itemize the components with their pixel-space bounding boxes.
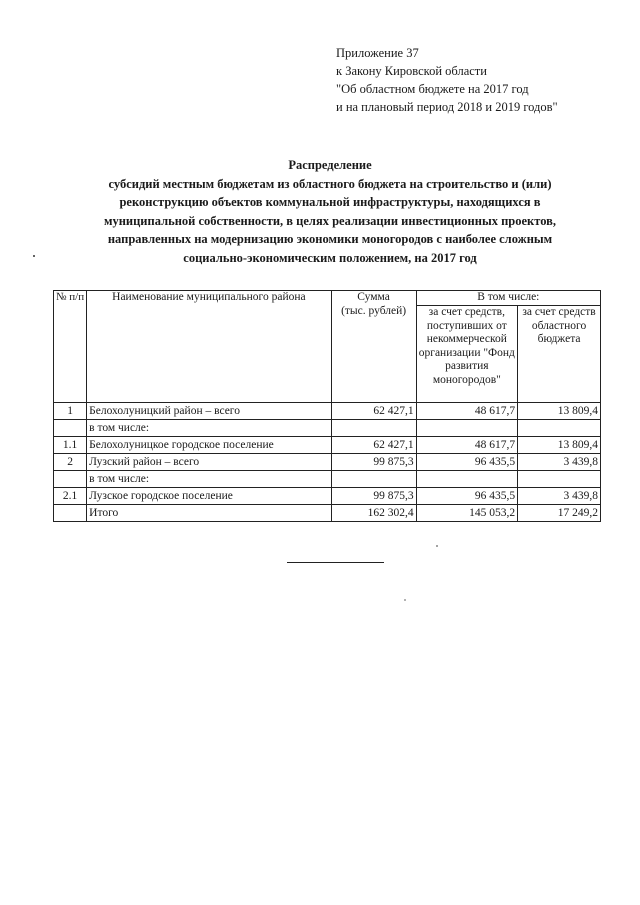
row-name: в том числе:	[87, 471, 331, 488]
table-row	[54, 403, 601, 420]
row-regional: 3 439,8	[518, 488, 601, 505]
table-row-total	[54, 505, 601, 522]
row-fund	[416, 420, 518, 437]
row-regional: 17 249,2	[518, 505, 601, 522]
header-sum-label: Сумма	[357, 291, 390, 303]
row-name: в том числе:	[87, 420, 331, 437]
row-sum: 162 302,4	[331, 505, 416, 522]
row-fund	[416, 471, 518, 488]
header-regional: за счет средств областного бюджета	[518, 306, 601, 403]
scan-speck	[404, 599, 406, 601]
table-row	[54, 488, 601, 505]
scan-speck	[436, 545, 438, 547]
row-num: 2.1	[54, 488, 87, 505]
row-name: Лузское городское поселение	[87, 488, 331, 505]
table-row	[54, 420, 601, 437]
title-line-1: Распределение	[288, 158, 372, 172]
row-name: Итого	[87, 505, 331, 522]
appendix-law-period: и на плановый период 2018 и 2019 годов"	[336, 100, 558, 114]
title-line-5: направленных на модернизацию экономики моногородов с наиболее сложным	[107, 232, 553, 246]
row-regional: 3 439,8	[518, 454, 601, 471]
closing-divider	[287, 562, 384, 563]
header-including: В том числе:	[416, 291, 600, 306]
table-row	[54, 454, 601, 471]
row-sum	[331, 471, 416, 488]
header-name: Наименование муниципального района	[87, 291, 331, 403]
header-fund: за счет средств, поступивших от некоммерческой организации "Фонд развития моногородов"	[416, 306, 518, 403]
row-fund: 96 435,5	[416, 488, 518, 505]
table-row	[54, 471, 601, 488]
scan-speck	[33, 255, 35, 257]
appendix-law-title: "Об областном бюджете на 2017 год	[336, 82, 529, 96]
header-num: № п/п	[54, 291, 87, 403]
row-num: 1.1	[54, 437, 87, 454]
row-regional	[518, 420, 601, 437]
row-sum: 99 875,3	[331, 488, 416, 505]
subsidy-distribution-table	[53, 290, 601, 522]
appendix-number: Приложение 37	[336, 46, 419, 60]
row-regional	[518, 471, 601, 488]
row-fund: 48 617,7	[416, 437, 518, 454]
appendix-header	[336, 44, 558, 116]
row-num	[54, 420, 87, 437]
row-sum: 99 875,3	[331, 454, 416, 471]
row-num	[54, 471, 87, 488]
row-sum: 62 427,1	[331, 437, 416, 454]
row-regional: 13 809,4	[518, 403, 601, 420]
row-fund: 48 617,7	[416, 403, 518, 420]
header-sum-unit: (тыс. рублей)	[341, 304, 407, 317]
header-sum	[331, 291, 416, 403]
title-line-2: субсидий местным бюджетам из областного бюджета на строительство и (или)	[108, 176, 552, 191]
row-num	[54, 505, 87, 522]
title-line-4: муниципальной собственности, в целях реализации инвестиционных проектов,	[103, 213, 557, 228]
row-sum: 62 427,1	[331, 403, 416, 420]
row-name: Белохолуницкий район – всего	[87, 403, 331, 420]
title-line-3: реконструкцию объектов коммунальной инфраструктуры, находящихся в	[119, 195, 541, 209]
row-name: Белохолуницкое городское поселение	[87, 437, 331, 454]
document-title	[40, 156, 620, 267]
row-fund: 145 053,2	[416, 505, 518, 522]
row-name: Лузский район – всего	[87, 454, 331, 471]
title-line-6: социально-экономическим положением, на 2017 год	[183, 250, 477, 265]
appendix-law: к Закону Кировской области	[336, 64, 487, 78]
row-regional: 13 809,4	[518, 437, 601, 454]
row-num: 1	[54, 403, 87, 420]
row-fund: 96 435,5	[416, 454, 518, 471]
row-sum	[331, 420, 416, 437]
row-num: 2	[54, 454, 87, 471]
table-row	[54, 437, 601, 454]
